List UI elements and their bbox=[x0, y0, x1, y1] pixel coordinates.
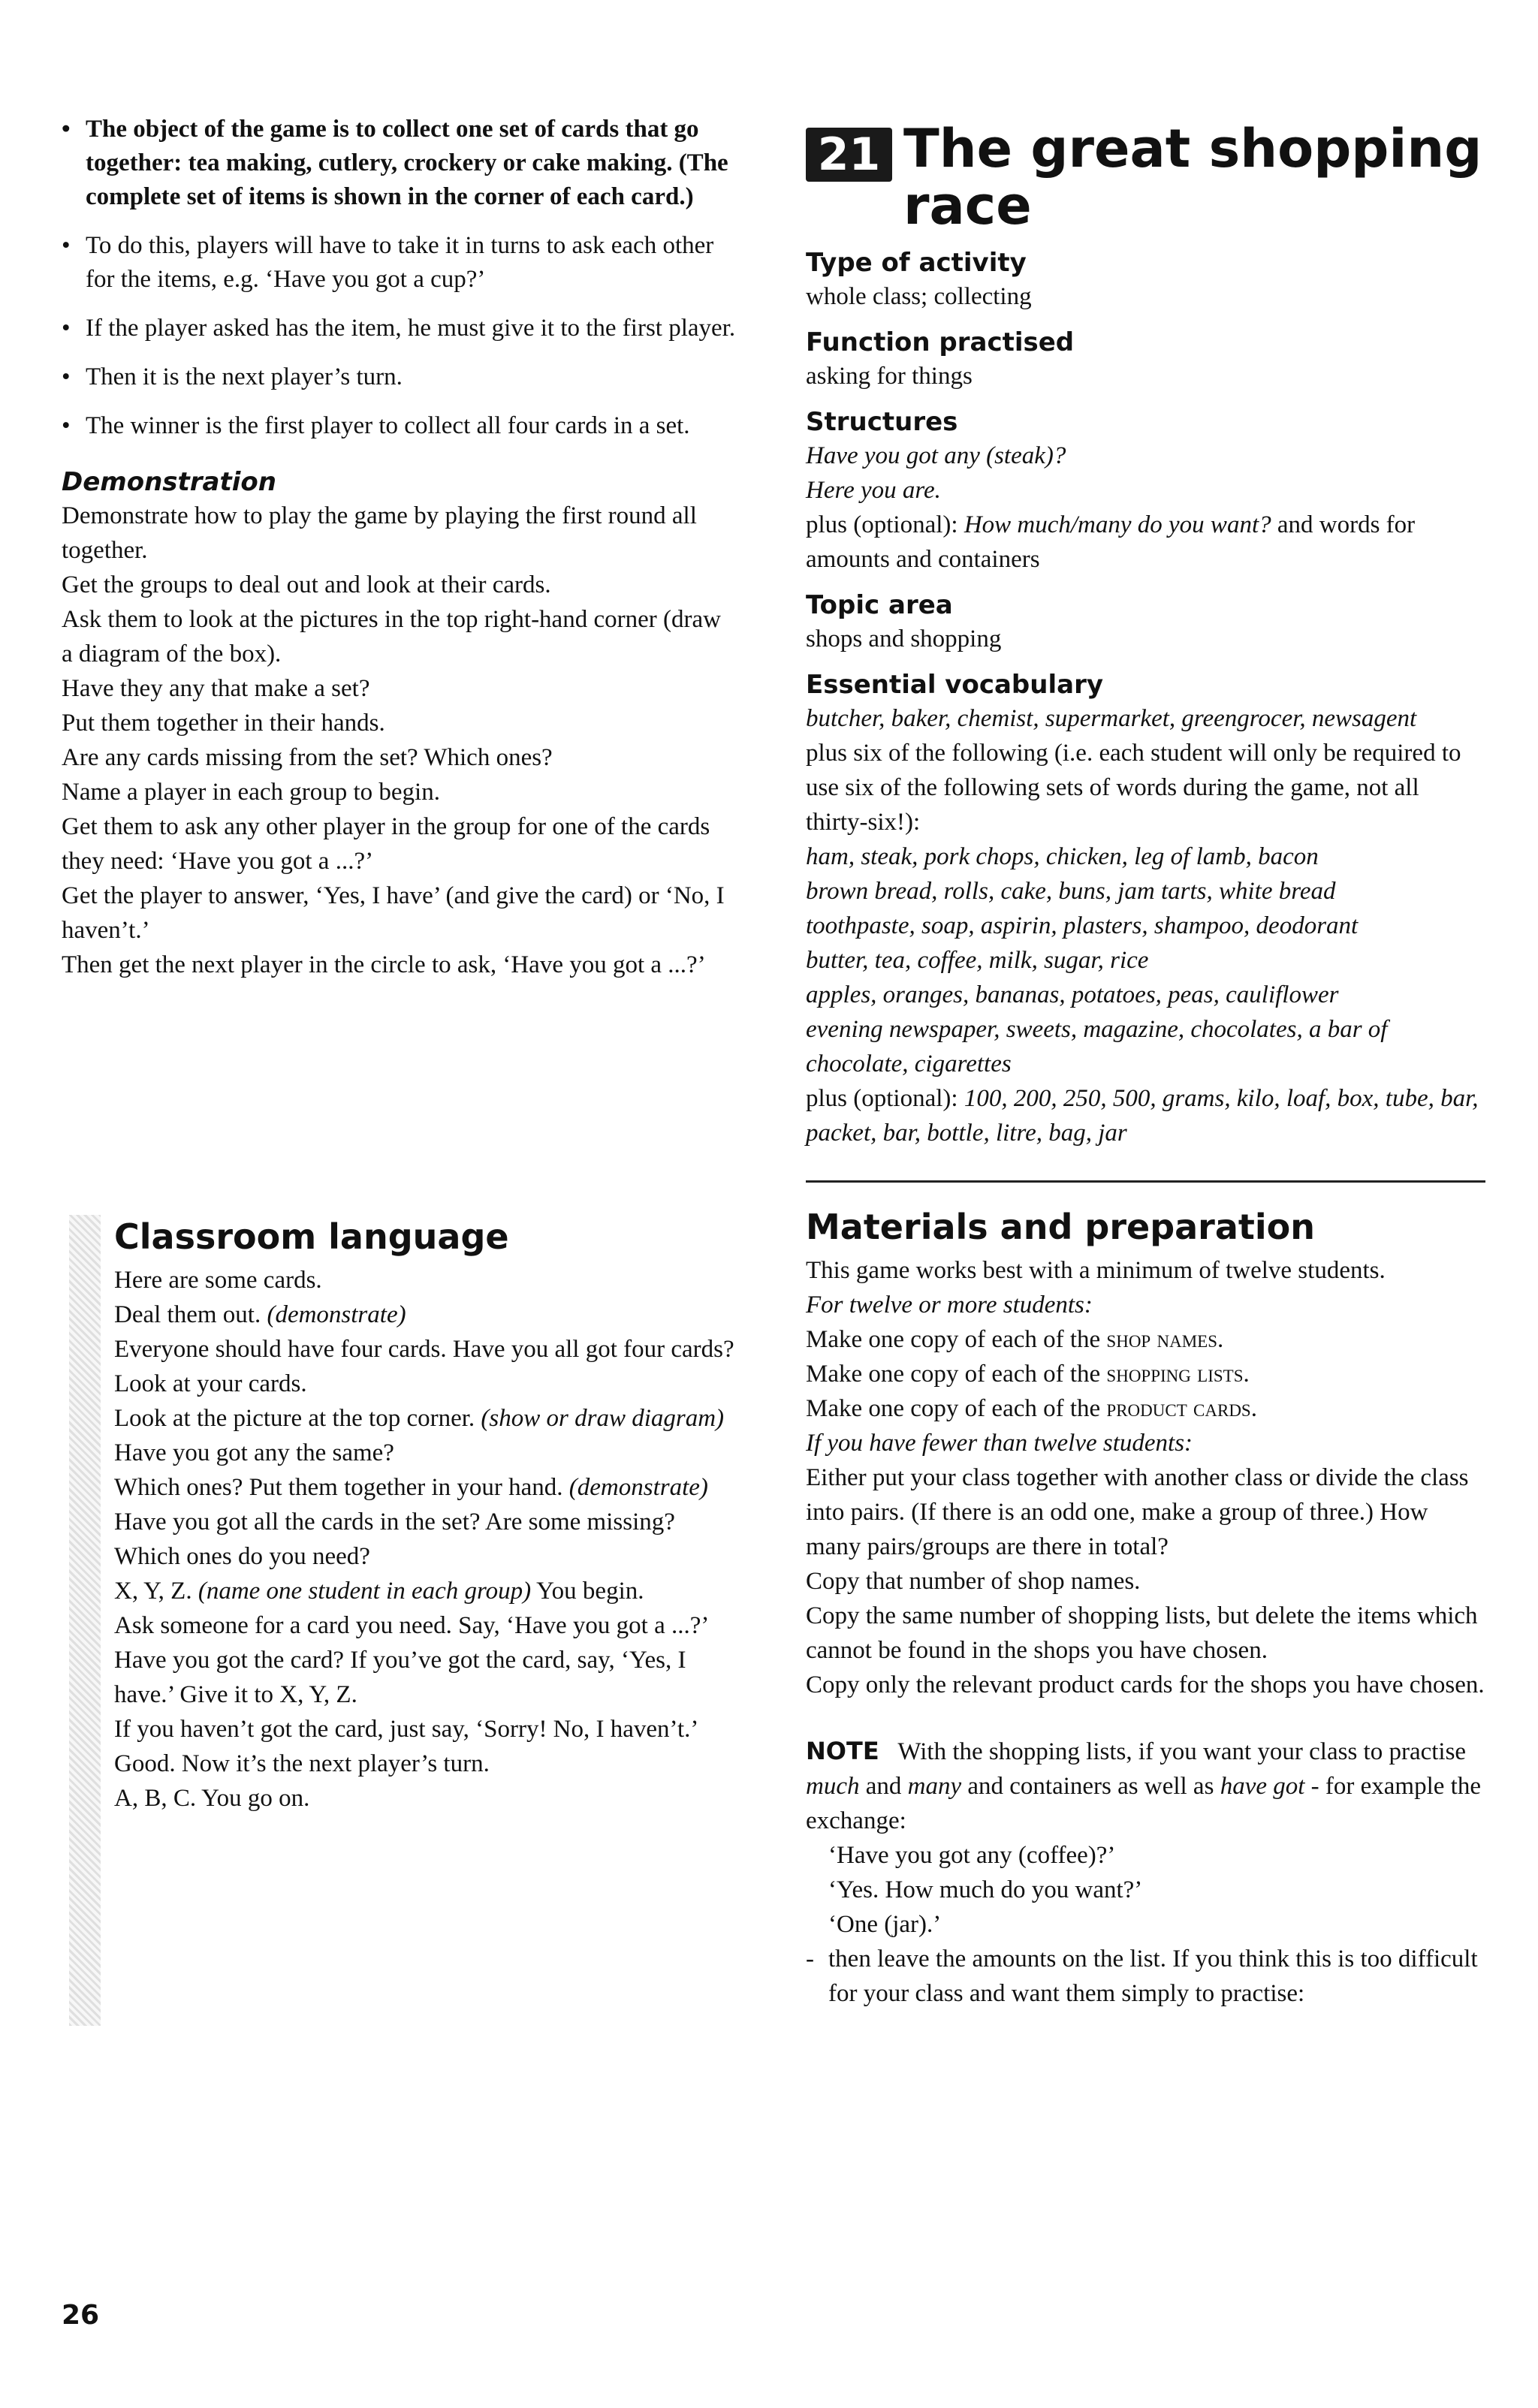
classroom-text: Which ones? Put them together in your hand. bbox=[114, 1474, 563, 1501]
classroom-text: Look at the picture at the top corner. bbox=[114, 1405, 475, 1432]
list-item: • Then it is the next player’s turn. bbox=[62, 360, 737, 394]
topic-heading: Topic area bbox=[806, 590, 953, 620]
materials-line: Copy the same number of shopping lists, but delete the items which cannot be found in the shops you have chosen. bbox=[806, 1602, 1478, 1664]
vocab-amounts: 100, 200, 250, 500, grams, kilo, loaf, box, tube, bar, packet, bar, bottle, litre, bag, jar bbox=[806, 1085, 1479, 1147]
final-instruction: - then leave the amounts on the list. If you think this is too difficult for your class and want them simply to practise: bbox=[806, 1942, 1485, 2011]
materials-line: Copy that number of shop names. bbox=[806, 1568, 1141, 1595]
note-emphasis: have got bbox=[1220, 1773, 1305, 1800]
materials-line: This game works best with a minimum of twelve students. bbox=[806, 1257, 1386, 1284]
vocab-set: apples, oranges, bananas, potatoes, peas, cauliflower bbox=[806, 981, 1339, 1008]
classroom-language-box bbox=[69, 1215, 745, 1816]
vocab-line: butcher, baker, chemist, supermarket, greengrocer, newsagent bbox=[806, 705, 1417, 732]
classroom-line: Ask someone for a card you need. Say, ‘Have you got a ...?’ bbox=[114, 1612, 710, 1639]
function-heading: Function practised bbox=[806, 327, 1075, 357]
demo-line: Are any cards missing from the set? Which ones? bbox=[62, 744, 553, 771]
stage-direction: (demonstrate) bbox=[267, 1301, 406, 1328]
materials-text: Make one copy of each of the bbox=[806, 1395, 1101, 1422]
materials-line: Make one copy of each of the shopping lists. bbox=[806, 1361, 1250, 1388]
section-divider bbox=[806, 1180, 1485, 1183]
classroom-line: If you haven’t got the card, just say, ‘Sorry! No, I haven’t.’ bbox=[114, 1716, 699, 1743]
right-column bbox=[806, 120, 1485, 2011]
classroom-line bbox=[114, 1297, 745, 1332]
type-of-activity bbox=[806, 246, 1485, 314]
vocab-set: butter, tea, coffee, milk, sugar, rice bbox=[806, 947, 1149, 974]
materials-line: Copy only the relevant product cards for the shops you have chosen. bbox=[806, 1671, 1485, 1698]
note-emphasis: much bbox=[806, 1773, 860, 1800]
stage-direction: (demonstrate) bbox=[568, 1474, 708, 1501]
activity-title: The great shopping race bbox=[903, 118, 1482, 237]
classroom-line bbox=[114, 1401, 745, 1436]
stage-direction: (show or draw diagram) bbox=[481, 1405, 725, 1432]
classroom-line: Here are some cards. bbox=[114, 1267, 322, 1294]
note-paragraph bbox=[806, 1734, 1485, 1838]
classroom-text: X, Y, Z. bbox=[114, 1578, 192, 1605]
structures-heading: Structures bbox=[806, 407, 958, 437]
list-item: • The winner is the first player to collect all four cards in a set. bbox=[62, 409, 737, 443]
structure-line: Have you got any (steak)? bbox=[806, 442, 1066, 469]
example-line: ‘Yes. How much do you want?’ bbox=[828, 1876, 1143, 1903]
activity-title-block bbox=[806, 118, 1485, 237]
activity-number-badge: 21 bbox=[806, 128, 892, 182]
materials-line: For twelve or more students: bbox=[806, 1291, 1093, 1319]
materials-line: Make one copy of each of the shop names. bbox=[806, 1326, 1224, 1353]
structure-line: Here you are. bbox=[806, 477, 941, 504]
classroom-line: Look at your cards. bbox=[114, 1370, 307, 1397]
demo-line: Name a player in each group to begin. bbox=[62, 779, 440, 806]
vocab-set: ham, steak, pork chops, chicken, leg of lamb, bacon bbox=[806, 843, 1319, 870]
shaded-margin-bar bbox=[69, 1215, 101, 2026]
note-text: and containers as well as bbox=[967, 1773, 1214, 1800]
list-item: • To do this, players will have to take it in turns to ask each other for the items, e.g. ‘Have you got a cup?’ bbox=[62, 229, 737, 297]
materials-text: Make one copy of each of the bbox=[806, 1361, 1101, 1388]
materials-text: Make one copy of each of the bbox=[806, 1326, 1101, 1353]
structure-line bbox=[806, 508, 1485, 577]
list-item: • The object of the game is to collect one set of cards that go together: tea making, cutlery, crockery or cake making. (The complete set of items is shown in the corner of each card.) bbox=[62, 113, 737, 214]
topic-text: shops and shopping bbox=[806, 625, 1002, 652]
demo-line: Get them to ask any other player in the group for one of the cards they need: ‘Have you got a ...?’ bbox=[62, 813, 710, 875]
materials-heading: Materials and preparation bbox=[806, 1207, 1316, 1247]
note-text: - for example the exchange: bbox=[806, 1773, 1481, 1834]
vocab-line: plus six of the following (i.e. each student will only be required to use six of the following sets of words during the game, not all thirty-six!): bbox=[806, 740, 1461, 836]
type-text: whole class; collecting bbox=[806, 283, 1032, 310]
classroom-line: A, B, C. You go on. bbox=[114, 1785, 310, 1812]
demo-line: Then get the next player in the circle to ask, ‘Have you got a ...?’ bbox=[62, 951, 706, 978]
classroom-language-heading: Classroom language bbox=[114, 1216, 509, 1257]
classroom-line: Have you got the card? If you’ve got the card, say, ‘Yes, I have.’ Give it to X, Y, Z. bbox=[114, 1647, 686, 1708]
materials-line: If you have fewer than twelve students: bbox=[806, 1430, 1193, 1457]
page-number: 26 bbox=[62, 2300, 100, 2331]
structure-text: and words for amounts and containers bbox=[806, 511, 1416, 573]
left-column bbox=[62, 113, 737, 982]
vocab-text: plus (optional): bbox=[806, 1085, 958, 1112]
classroom-line bbox=[114, 1470, 745, 1505]
note-label: NOTE bbox=[806, 1737, 879, 1765]
classroom-text: Deal them out. bbox=[114, 1301, 261, 1328]
note-emphasis: many bbox=[907, 1773, 962, 1800]
classroom-line: Everyone should have four cards. Have you all got four cards? bbox=[114, 1336, 734, 1363]
vocab-heading: Essential vocabulary bbox=[806, 670, 1103, 700]
demonstration-heading: Demonstration bbox=[62, 467, 276, 497]
list-item: • If the player asked has the item, he must give it to the first player. bbox=[62, 312, 737, 345]
vocab-set: toothpaste, soap, aspirin, plasters, shampoo, deodorant bbox=[806, 912, 1359, 939]
classroom-text: You begin. bbox=[536, 1578, 644, 1605]
demonstration-text bbox=[62, 499, 737, 982]
demo-line: Get the groups to deal out and look at their cards. bbox=[62, 571, 551, 598]
materials-item: shopping lists bbox=[1106, 1361, 1244, 1388]
demo-line: Have they any that make a set? bbox=[62, 675, 370, 702]
topic-area bbox=[806, 589, 1485, 656]
materials-line: Either put your class together with another class or divide the class into pairs. (If there is an odd one, make a group of three.) How many pairs/groups are there in total? bbox=[806, 1464, 1469, 1560]
stage-direction: (name one student in each group) bbox=[198, 1578, 532, 1605]
note-text: With the shopping lists, if you want your class to practise bbox=[897, 1738, 1467, 1765]
rules-list bbox=[62, 113, 737, 443]
structure-example: How much/many do you want? bbox=[964, 511, 1271, 538]
vocab-line bbox=[806, 1081, 1485, 1150]
example-line: ‘Have you got any (coffee)?’ bbox=[828, 1842, 1116, 1869]
classroom-line: Good. Now it’s the next player’s turn. bbox=[114, 1750, 490, 1777]
example-line: ‘One (jar).’ bbox=[828, 1911, 942, 1938]
function-practised bbox=[806, 326, 1485, 393]
demo-line: Put them together in their hands. bbox=[62, 710, 385, 737]
demo-line: Ask them to look at the pictures in the top right-hand corner (draw a diagram of the box). bbox=[62, 606, 721, 668]
classroom-line: Have you got all the cards in the set? Are some missing? bbox=[114, 1508, 675, 1536]
structure-text: plus (optional): bbox=[806, 511, 958, 538]
vocab-set: evening newspaper, sweets, magazine, chocolates, a bar of chocolate, cigarettes bbox=[806, 1016, 1388, 1077]
demo-line: Demonstrate how to play the game by playing the first round all together. bbox=[62, 502, 697, 564]
function-text: asking for things bbox=[806, 363, 973, 390]
classroom-line: Have you got any the same? bbox=[114, 1439, 394, 1466]
structures bbox=[806, 405, 1485, 577]
materials-and-preparation bbox=[806, 1205, 1485, 2011]
materials-line: Make one copy of each of the product cards. bbox=[806, 1395, 1257, 1422]
demo-line: Get the player to answer, ‘Yes, I have’ (and give the card) or ‘No, I haven’t.’ bbox=[62, 882, 725, 944]
essential-vocabulary bbox=[806, 668, 1485, 1150]
note-text: and bbox=[865, 1773, 902, 1800]
vocab-set: brown bread, rolls, cake, buns, jam tarts, white bread bbox=[806, 878, 1336, 905]
materials-item: product cards bbox=[1106, 1395, 1251, 1422]
classroom-line bbox=[114, 1574, 745, 1608]
type-heading: Type of activity bbox=[806, 248, 1027, 278]
materials-item: shop names bbox=[1106, 1326, 1217, 1353]
classroom-line: Which ones do you need? bbox=[114, 1543, 370, 1570]
